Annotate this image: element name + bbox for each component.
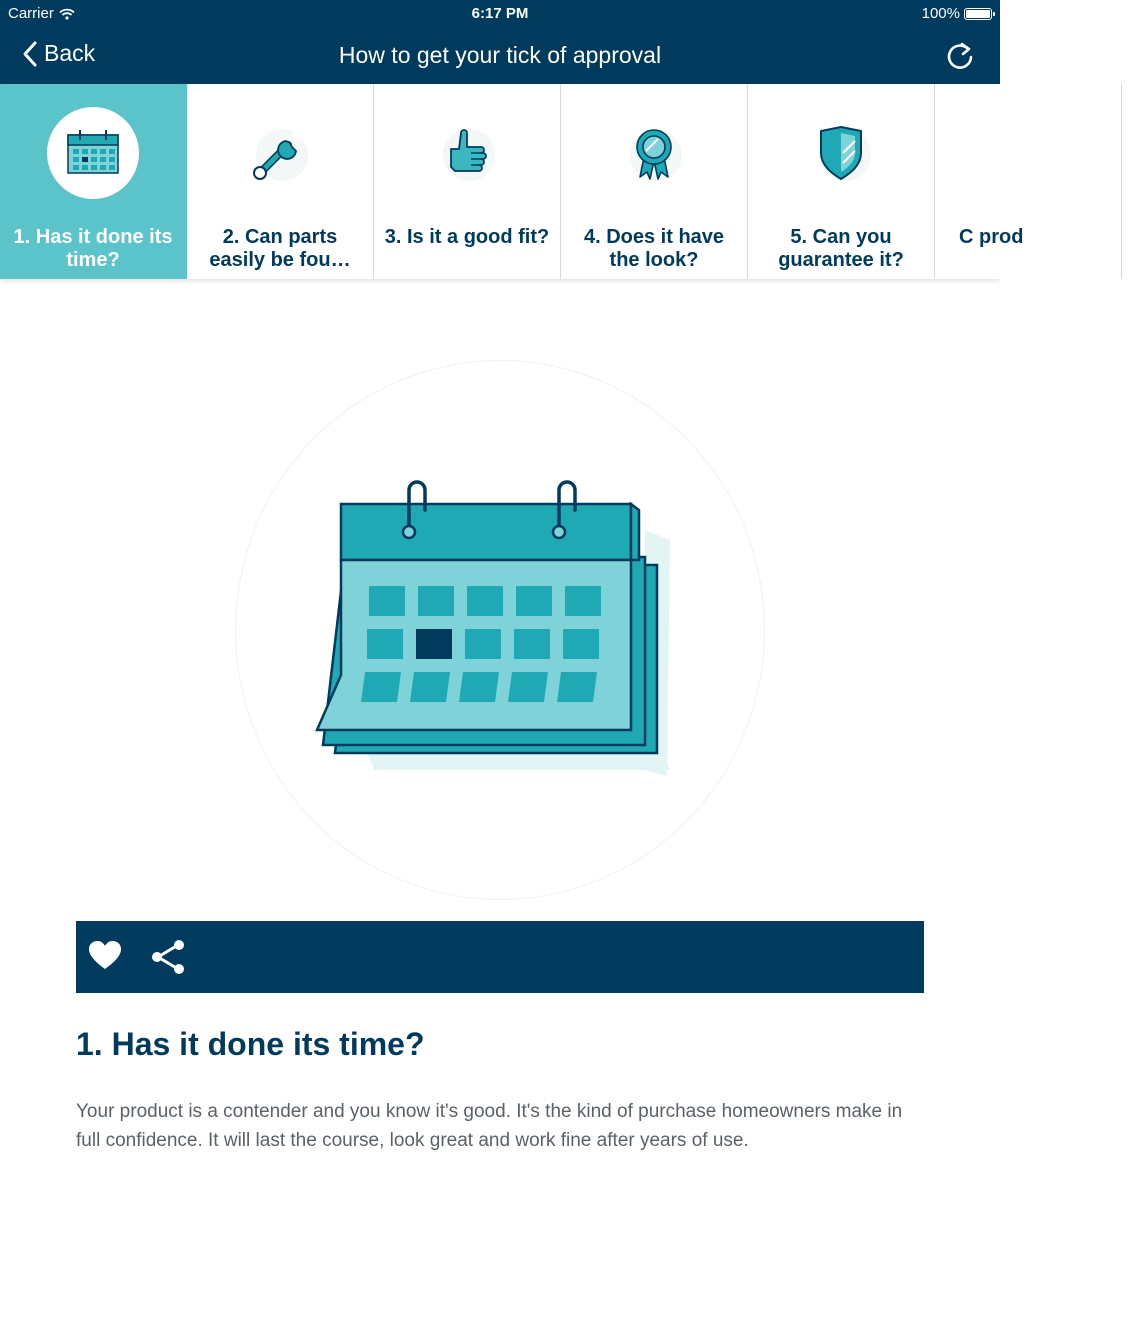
tab-step-1[interactable]	[0, 84, 187, 279]
status-time: 6:17 PM	[471, 5, 529, 22]
battery-indicator	[922, 5, 992, 22]
battery-icon	[964, 8, 992, 20]
carrier-label: Carrier	[8, 5, 54, 22]
tab-step-2[interactable]	[187, 84, 374, 279]
thumbs-up-icon	[421, 107, 513, 199]
content-body: Your product is a contender and you know it's good. It's the kind of purchase homeowners make in full confidence. It will last the course, look great and work fine after years of use.	[76, 1101, 903, 1151]
action-bar	[76, 921, 924, 993]
shield-icon	[795, 107, 887, 199]
tab-step-4-label: 4. Does it have the look?	[583, 226, 725, 271]
refresh-icon[interactable]	[944, 40, 976, 72]
tab-step-5-label: 5. Can you guarantee it?	[778, 226, 904, 271]
tab-step-1-label: 1. Has it done its time?	[13, 226, 173, 271]
partial-icon	[982, 107, 1074, 199]
award-ribbon-icon	[608, 107, 700, 199]
page-title: How to get your tick of approval	[338, 42, 662, 68]
back-label: Back	[44, 40, 96, 66]
calendar-illustration-icon	[305, 470, 685, 790]
content-title: 1. Has it done its time?	[76, 1026, 425, 1062]
tab-step-3[interactable]	[374, 84, 561, 279]
tab-step-2-label: 2. Can parts easily be fou…	[209, 226, 351, 271]
tab-step-5[interactable]	[748, 84, 935, 279]
navigation-bar	[0, 28, 1000, 84]
heart-icon[interactable]	[88, 939, 122, 973]
calendar-icon	[47, 107, 139, 199]
chevron-left-icon	[22, 41, 38, 67]
step-tabs	[0, 84, 1024, 279]
tab-step-6[interactable]	[935, 84, 1122, 279]
wrench-icon	[234, 107, 326, 199]
tab-step-4[interactable]	[561, 84, 748, 279]
tab-step-3-label: 3. Is it a good fit?	[384, 226, 550, 248]
status-bar	[0, 0, 1000, 28]
back-button[interactable]	[22, 40, 95, 67]
share-icon[interactable]	[150, 939, 186, 975]
battery-percent: 100%	[921, 5, 960, 22]
tab-step-6-label: C prod	[959, 226, 1024, 248]
